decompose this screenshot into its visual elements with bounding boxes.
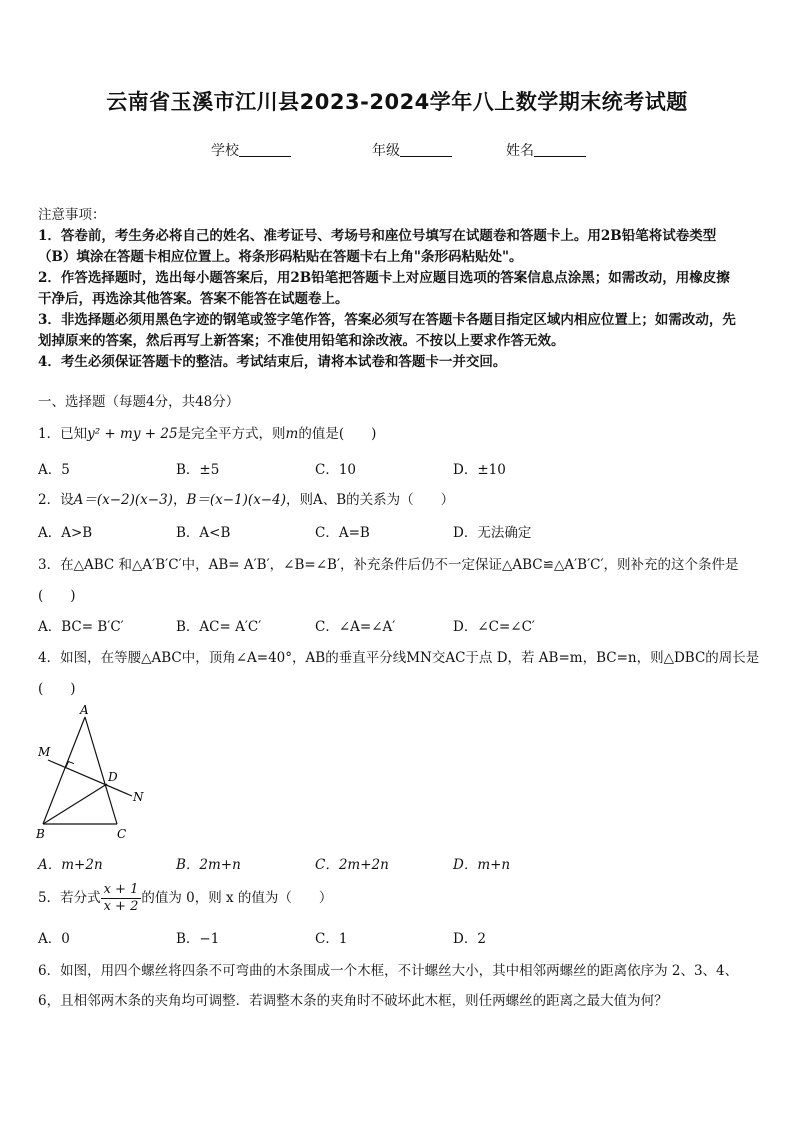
- notice-line-1: 1．答卷前，考生务必将自己的姓名、准考证号、考场号和座位号填写在试题卷和答题卡上。用2B铅笔将试卷类型: [38, 228, 717, 244]
- q1-mid: 是完全平方式，则: [177, 426, 286, 442]
- label-b: B: [36, 827, 45, 841]
- q3-option-b: B．AC= A′C′: [176, 619, 262, 635]
- school-field: [211, 140, 291, 160]
- q1-option-d: D．±10: [453, 462, 506, 478]
- q4-option-d: [453, 853, 510, 873]
- q1-variable: m: [285, 426, 299, 442]
- triangle-figure: [30, 700, 160, 842]
- notice-line-6: 划掉原来的答案，然后再写上新答案；不准使用铅笔和涂改液。不按以上要求作答无效。: [38, 333, 565, 349]
- notice-line-4: 干净后，再选涂其他答案。答案不能答在试题卷上。: [38, 291, 349, 307]
- q5-option-d: D．2: [453, 931, 486, 947]
- q4-option-c-text: C．2m+2n: [315, 857, 389, 873]
- label-d: D: [108, 770, 118, 784]
- grade-blank: [400, 142, 452, 157]
- q2-option-b: B．A<B: [176, 525, 231, 541]
- q4-option-d-text: D．m+n: [453, 857, 511, 873]
- q2-option-a: A．A>B: [38, 525, 93, 541]
- q5-pre: 5．若分式: [38, 890, 101, 906]
- question-5: [38, 878, 332, 918]
- page-title: 云南省玉溪市江川县2023-2024学年八上数学期末统考试题: [106, 90, 688, 114]
- q5-option-a: A．0: [38, 931, 70, 947]
- q2-post: ，则A、B的关系为（ ）: [285, 492, 455, 508]
- school-label: 学校: [211, 143, 239, 159]
- q4-option-c: [315, 853, 389, 873]
- question-3-line-2: ( ): [38, 588, 76, 604]
- q5-option-c: C．1: [315, 931, 348, 947]
- q3-option-a: A．BC= B′C′: [38, 619, 124, 635]
- q5-numerator: x + 1: [101, 882, 142, 899]
- q4-option-b-text: B．2m+n: [176, 857, 241, 873]
- q5-option-b: B．−1: [176, 931, 220, 947]
- notice-line-7: 4．考生必须保证答题卡的整洁。考试结束后，请将本试卷和答题卡一并交回。: [38, 354, 507, 370]
- q3-option-c: C．∠A=∠A′: [315, 619, 396, 635]
- q4-option-a: [38, 853, 103, 873]
- q1-pre: 1．已知: [38, 426, 88, 442]
- notice-heading: 注意事项：: [38, 207, 106, 223]
- question-6-line-2: 6，且相邻两木条的夹角均可调整．若调整木条的夹角时不破坏此木框，则任两螺丝的距离之最大值为何？: [38, 993, 668, 1009]
- label-m: M: [38, 745, 51, 759]
- school-blank: [239, 142, 291, 157]
- q2-expression-b: B＝(x−1)(x−4): [186, 492, 286, 508]
- notice-line-2: （B）填涂在答题卡相应位置上。将条形码粘贴在答题卡右上角"条形码粘贴处"。: [38, 249, 523, 265]
- grade-label: 年级: [372, 143, 400, 159]
- question-3-line-1: 3．在△ABC 和△A′B′C′中，AB= A′B′，∠B=∠B′，补充条件后仍不一定保证△ABC≌△A′B′C′，则补充的这个条件是: [38, 557, 739, 573]
- question-4-line-2: ( ): [38, 681, 76, 697]
- label-a: A: [80, 703, 89, 717]
- segment-bd: [43, 784, 107, 824]
- q4-option-b: [176, 853, 241, 873]
- q3-option-d: D．∠C=∠C′: [453, 619, 535, 635]
- q2-pre: 2．设: [38, 492, 74, 508]
- q2-option-c: C．A=B: [315, 525, 370, 541]
- notice-line-5: 3．非选择题必须用黑色字迹的钢笔或签字笔作答，答案必须写在答题卡各题目指定区域内相应位置上；如需改动，先: [38, 312, 736, 328]
- question-4-line-1: 4．如图，在等腰△ABC中，顶角∠A=40°，AB的垂直平分线MN交AC于点 D，若 AB=m，BC=n，则△DBC的周长是: [38, 650, 760, 666]
- q4-option-a-text: A．m+2n: [38, 857, 103, 873]
- q2-separator: ，: [172, 492, 187, 508]
- side-ab: [43, 717, 85, 824]
- q5-post: 的值为 0，则 x 的值为（ ）: [141, 890, 333, 906]
- question-2: [38, 488, 454, 508]
- q2-expression-a: A＝(x−2)(x−3): [73, 492, 173, 508]
- label-n: N: [133, 790, 144, 804]
- q1-option-a: A．5: [38, 462, 70, 478]
- q5-fraction: [101, 882, 142, 915]
- name-field: [506, 140, 586, 160]
- q1-option-c: C．10: [315, 462, 357, 478]
- label-c: C: [117, 827, 127, 841]
- name-label: 姓名: [506, 143, 534, 159]
- section-heading: 一、选择题（每题4分，共48分）: [38, 394, 240, 410]
- q2-option-d: D．无法确定: [453, 525, 532, 541]
- name-blank: [534, 142, 586, 157]
- q1-expression: y² + my + 25: [87, 426, 178, 442]
- q1-option-b: B．±5: [176, 462, 220, 478]
- question-6-line-1: 6．如图，用四个螺丝将四条不可弯曲的木条围成一个木框，不计螺丝大小，其中相邻两螺丝的距离依序为 2、3、4、: [38, 963, 739, 979]
- question-1: [38, 422, 376, 442]
- q5-denominator: x + 2: [103, 899, 139, 914]
- grade-field: [372, 140, 452, 160]
- q1-post: 的值是( ): [298, 426, 377, 442]
- notice-line-3: 2．作答选择题时，选出每小题答案后，用2B铅笔把答题卡上对应题目选项的答案信息点涂黑；如需改动，用橡皮擦: [38, 270, 730, 286]
